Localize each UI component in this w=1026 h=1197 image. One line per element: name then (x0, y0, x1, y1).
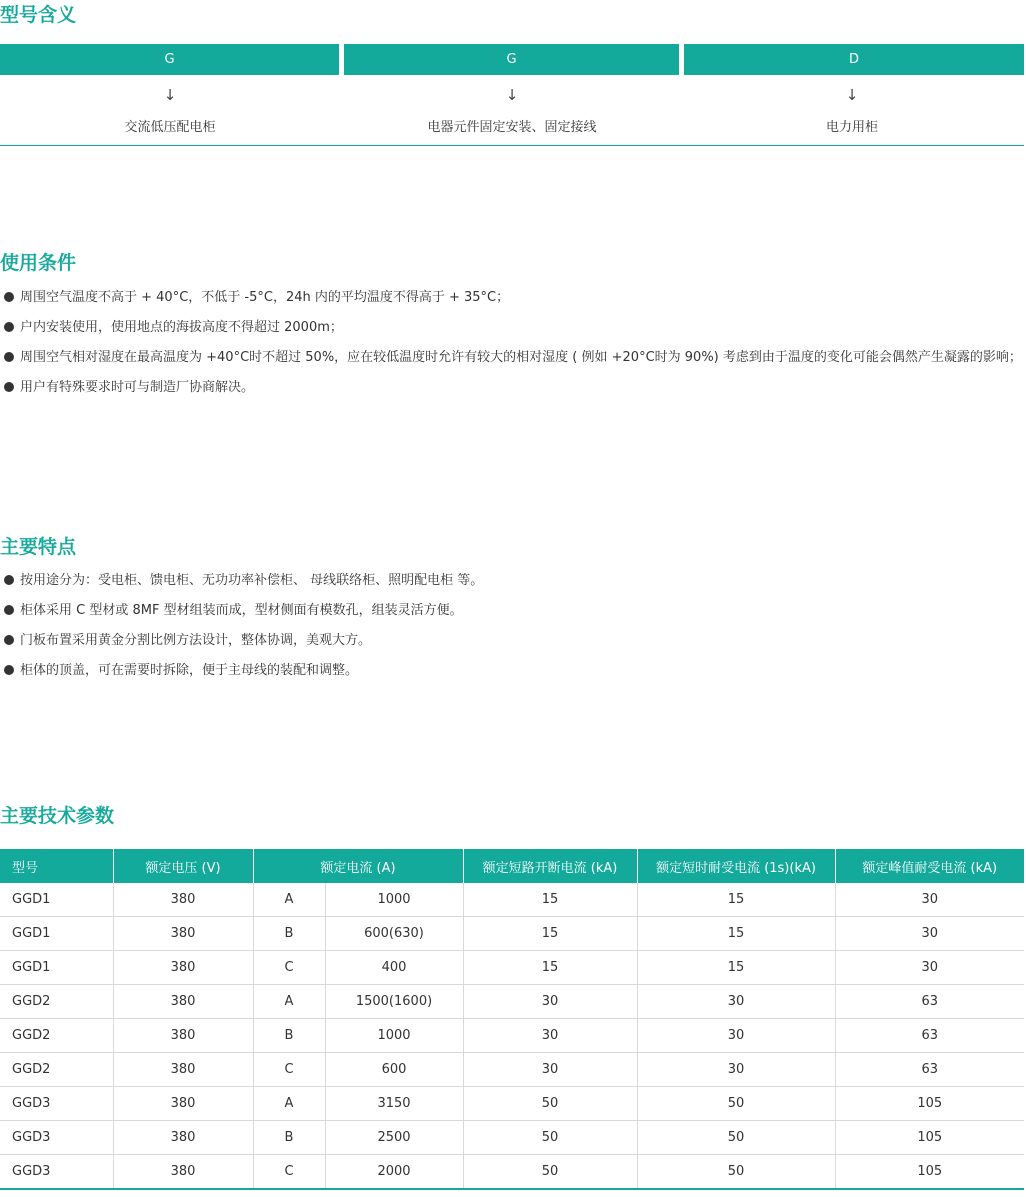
table-header-row (0, 849, 1024, 883)
table-cell: 63 (835, 985, 1024, 1019)
down-arrow-icon: ↓ (845, 86, 859, 104)
table-cell: 1500(1600) (325, 985, 463, 1019)
list-item-text: 用户有特殊要求时可与制造厂协商解决。 (20, 380, 255, 395)
bullet-icon (4, 575, 14, 585)
table-cell: 15 (463, 883, 637, 917)
table-cell: 50 (637, 1087, 835, 1121)
table-cell: 30 (835, 917, 1024, 951)
table-cell: 380 (113, 985, 253, 1019)
table-cell: 600(630) (325, 917, 463, 951)
table-cell: 380 (113, 951, 253, 985)
list-item-text: 户内安装使用，使用地点的海拔高度不得超过 2000m； (20, 320, 343, 335)
list-item-text: 柜体采用 C 型材或 8MF 型材组装而成，型材侧面有模数孔，组装灵活方便。 (20, 603, 463, 618)
table-cell: 380 (113, 1053, 253, 1087)
table-cell: 30 (463, 1053, 637, 1087)
table-cell: 1000 (325, 883, 463, 917)
model-code-1: G (0, 44, 339, 75)
table-cell: 2000 (325, 1155, 463, 1190)
table-row (0, 1121, 1024, 1155)
model-desc-2: 电器元件固定安装、固定接线 (427, 120, 597, 135)
table-cell: 380 (113, 1121, 253, 1155)
table-cell: C (253, 1155, 325, 1190)
table-cell: GGD2 (0, 1053, 113, 1087)
table-cell: 30 (463, 1019, 637, 1053)
table-cell: 50 (637, 1121, 835, 1155)
list-item-text: 柜体的顶盖，可在需要时拆除，便于主母线的装配和调整。 (20, 663, 359, 678)
table-cell: GGD3 (0, 1121, 113, 1155)
bullet-icon (4, 665, 14, 675)
table-cell: 50 (463, 1155, 637, 1190)
table-cell: 1000 (325, 1019, 463, 1053)
section-title-conditions: 使用条件 (0, 252, 77, 274)
table-cell: 63 (835, 1019, 1024, 1053)
table-row (0, 1155, 1024, 1190)
list-item-text: 周围空气温度不高于 + 40°C，不低于 -5°C，24h 内的平均温度不得高于 + 35°C； (20, 290, 510, 305)
table-cell: 50 (463, 1087, 637, 1121)
table-cell: 380 (113, 883, 253, 917)
model-desc-3: 电力用柜 (825, 120, 878, 135)
table-cell: 380 (113, 1155, 253, 1190)
table-row (0, 985, 1024, 1019)
table-cell: 30 (637, 1053, 835, 1087)
list-item (0, 598, 1024, 624)
header-current: 额定电流 (A) (253, 849, 463, 883)
table-cell: 3150 (325, 1087, 463, 1121)
table-cell: 105 (835, 1121, 1024, 1155)
bullet-icon (4, 352, 14, 362)
table-cell: 400 (325, 951, 463, 985)
list-item (0, 315, 1024, 341)
model-code-2: G (344, 44, 679, 75)
table-cell: 30 (463, 985, 637, 1019)
table-cell: C (253, 1053, 325, 1087)
table-cell: GGD1 (0, 883, 113, 917)
table-cell: B (253, 1019, 325, 1053)
table-row (0, 1019, 1024, 1053)
spec-table (0, 849, 1024, 1190)
list-item (0, 658, 1024, 684)
table-cell: A (253, 1087, 325, 1121)
table-cell: 63 (835, 1053, 1024, 1087)
table-cell: B (253, 1121, 325, 1155)
table-cell: 600 (325, 1053, 463, 1087)
conditions-list (0, 285, 1024, 405)
list-item (0, 345, 1024, 371)
table-cell: 50 (463, 1121, 637, 1155)
table-cell: 380 (113, 917, 253, 951)
list-item (0, 375, 1024, 401)
section-title-model-meaning: 型号含义 (0, 4, 77, 26)
table-cell: 15 (637, 917, 835, 951)
header-model: 型号 (0, 849, 113, 883)
bullet-icon (4, 322, 14, 332)
features-list (0, 568, 1024, 688)
table-cell: 15 (463, 917, 637, 951)
section-title-features: 主要特点 (0, 536, 77, 558)
table-row (0, 917, 1024, 951)
table-cell: B (253, 917, 325, 951)
table-cell: GGD2 (0, 1019, 113, 1053)
table-cell: 30 (637, 985, 835, 1019)
header-short-time-current: 额定短时耐受电流 (1s)(kA) (637, 849, 835, 883)
table-cell: 15 (463, 951, 637, 985)
bullet-icon (4, 605, 14, 615)
bullet-icon (4, 635, 14, 645)
table-cell: 105 (835, 1155, 1024, 1190)
table-cell: 50 (637, 1155, 835, 1190)
table-cell: A (253, 883, 325, 917)
table-row (0, 883, 1024, 917)
list-item (0, 568, 1024, 594)
table-cell: C (253, 951, 325, 985)
table-row (0, 1087, 1024, 1121)
header-break-current: 额定短路开断电流 (kA) (463, 849, 637, 883)
down-arrow-icon: ↓ (163, 86, 177, 104)
bullet-icon (4, 382, 14, 392)
table-cell: 105 (835, 1087, 1024, 1121)
table-cell: GGD1 (0, 917, 113, 951)
table-cell: 15 (637, 883, 835, 917)
bullet-icon (4, 292, 14, 302)
table-cell: 30 (637, 1019, 835, 1053)
table-cell: GGD1 (0, 951, 113, 985)
header-peak-current: 额定峰值耐受电流 (kA) (835, 849, 1024, 883)
table-cell: GGD2 (0, 985, 113, 1019)
table-cell: A (253, 985, 325, 1019)
table-cell: GGD3 (0, 1155, 113, 1190)
table-cell: 2500 (325, 1121, 463, 1155)
table-cell: GGD3 (0, 1087, 113, 1121)
list-item (0, 285, 1024, 311)
table-row (0, 951, 1024, 985)
table-cell: 380 (113, 1087, 253, 1121)
list-item-text: 门板布置采用黄金分割比例方法设计，整体协调，美观大方。 (20, 633, 372, 648)
model-code-row (0, 44, 1024, 75)
table-cell: 380 (113, 1019, 253, 1053)
section-title-tech-params: 主要技术参数 (0, 805, 115, 827)
header-voltage: 额定电压 (V) (113, 849, 253, 883)
list-item (0, 628, 1024, 654)
down-arrow-icon: ↓ (505, 86, 519, 104)
table-row (0, 1053, 1024, 1087)
model-desc-1: 交流低压配电柜 (124, 120, 216, 135)
model-code-3: D (684, 44, 1024, 75)
list-item-text: 周围空气相对湿度在最高温度为 +40°C时不超过 50%，应在较低温度时允许有较大的相对湿度 ( 例如 +20°C时为 90%) 考虑到由于温度的变化可能会偶然产生凝露的影响； (20, 350, 1022, 365)
divider (0, 145, 1024, 146)
table-cell: 15 (637, 951, 835, 985)
table-cell: 30 (835, 883, 1024, 917)
table-cell: 30 (835, 951, 1024, 985)
list-item-text: 按用途分为：受电柜、馈电柜、无功功率补偿柜、 母线联络柜、照明配电柜 等。 (20, 573, 484, 588)
